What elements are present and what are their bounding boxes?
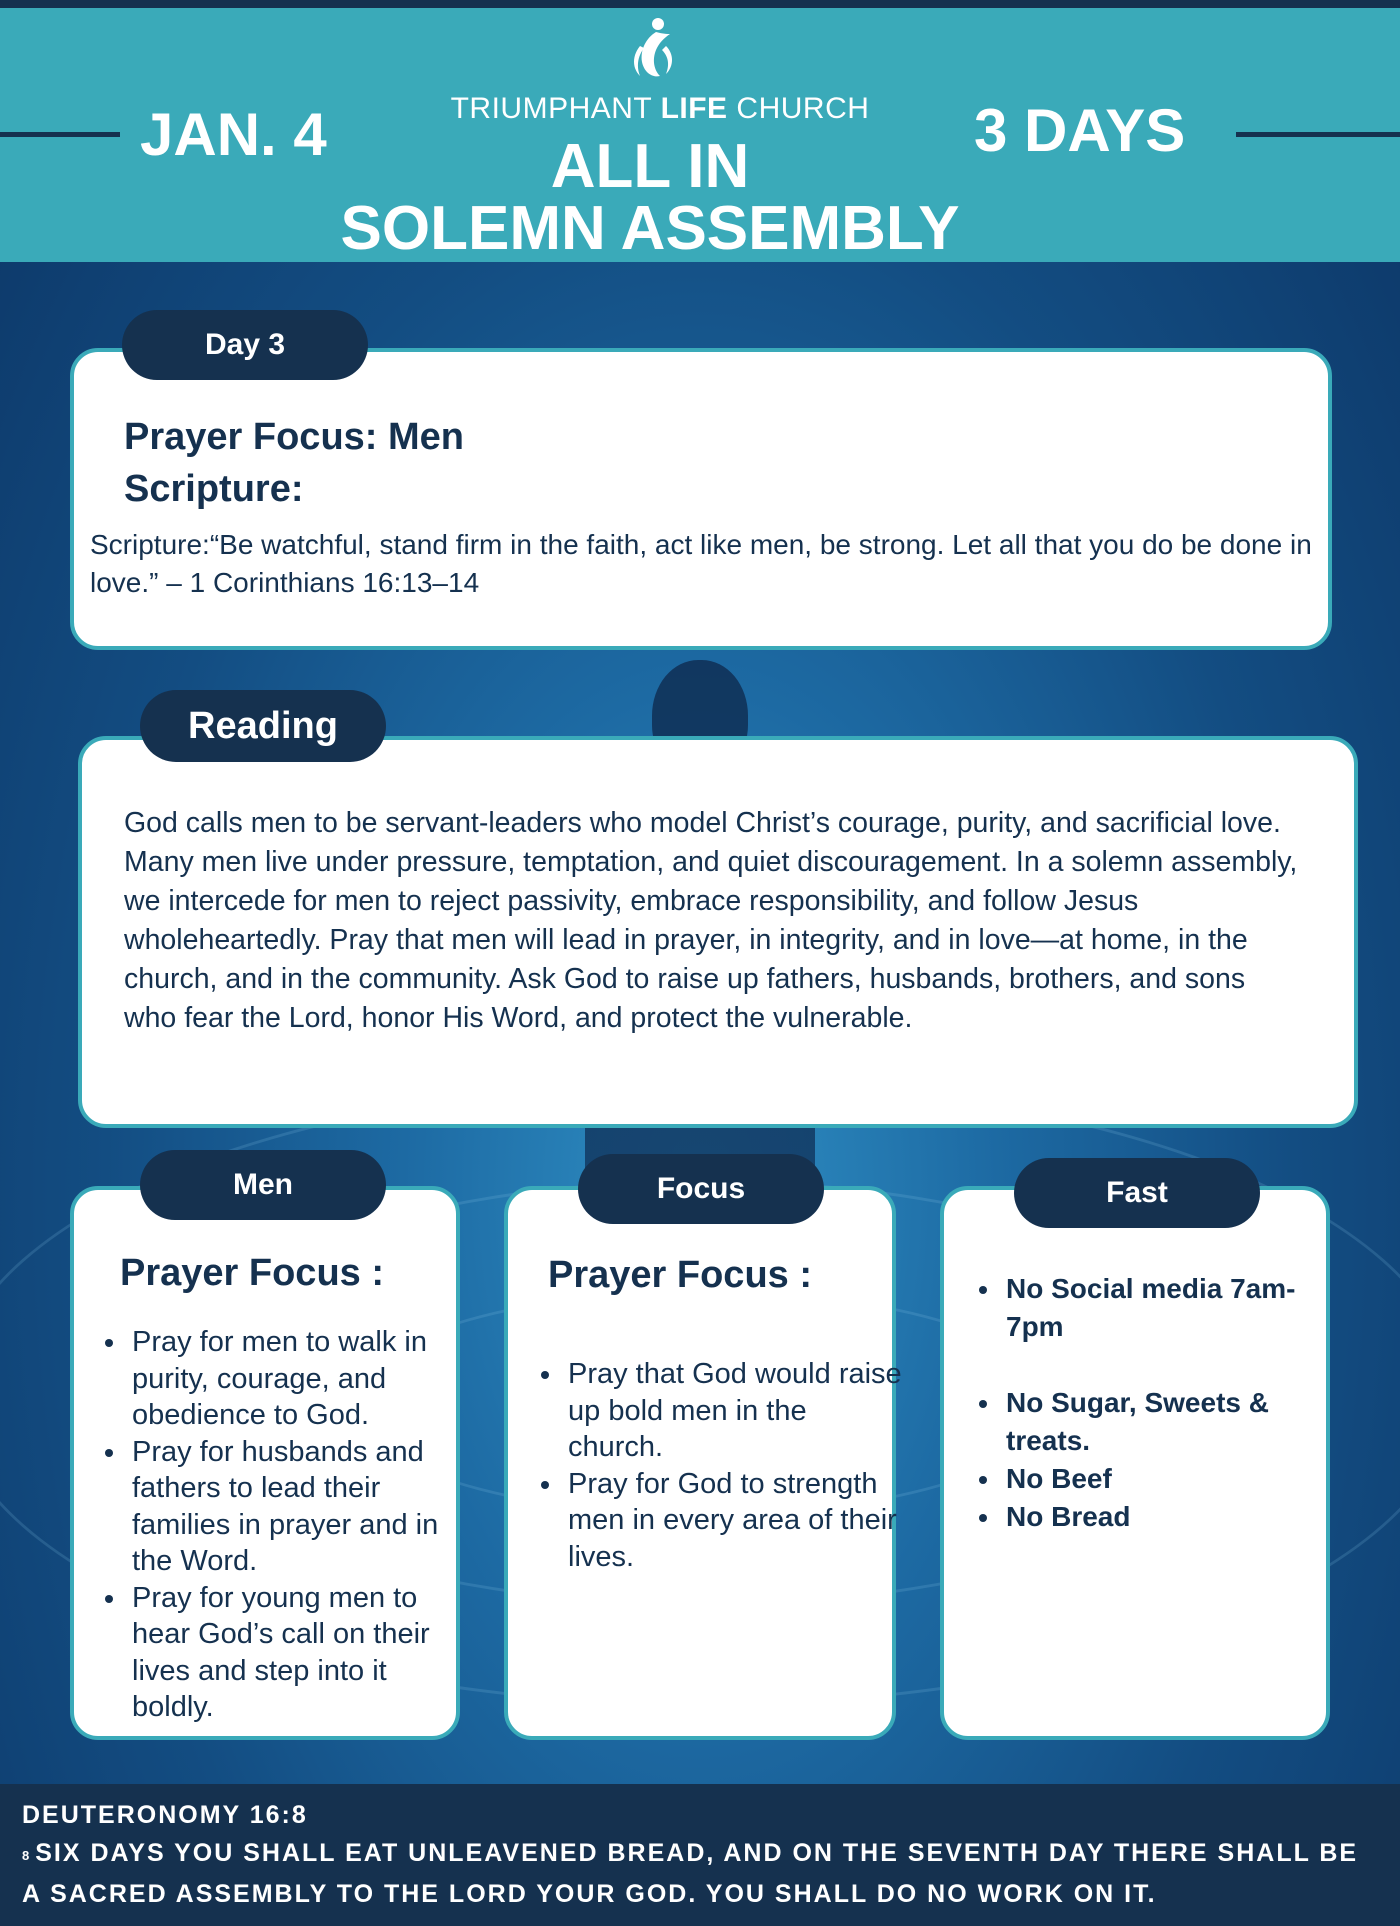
reading-card (78, 736, 1358, 1128)
list-item: • No Sugar, Sweets & treats. (1002, 1384, 1332, 1460)
focus-prayer-list (532, 1356, 904, 1575)
event-title-line2: SOLEMN ASSEMBLY (340, 194, 960, 263)
footer-verse-banner (0, 1784, 1400, 1926)
verse-text-block (22, 1834, 1378, 1913)
list-item: • Pray for God to strength men in every area of their lives. (564, 1466, 904, 1576)
list-item: • No Bread (1002, 1498, 1332, 1536)
verse-reference: DEUTERONOMY 16:8 (22, 1801, 308, 1829)
list-item: • Pray for men to walk in purity, courage, and obedience to God. (128, 1324, 458, 1434)
focus-card (504, 1186, 902, 1740)
list-item: • No Social media 7am-7pm (1002, 1270, 1332, 1346)
scripture-heading: Scripture: (124, 468, 304, 510)
verse-number: 8 (22, 1848, 32, 1863)
day-pill: Day 3 (122, 310, 368, 380)
day-scripture-card (70, 348, 1332, 650)
church-logo-icon (626, 16, 678, 82)
list-item: • No Beef (1002, 1460, 1332, 1498)
event-duration: 3 DAYS (974, 97, 1186, 164)
church-name: TRIUMPHANT LIFE CHURCH (450, 92, 870, 125)
focus-pill: Focus (578, 1154, 824, 1224)
fast-card (940, 1186, 1330, 1740)
men-prayer-list (96, 1324, 458, 1726)
prayer-focus-heading: Prayer Focus: Men (124, 416, 464, 458)
event-title-line1: ALL IN (550, 132, 750, 201)
fast-list (970, 1270, 1332, 1536)
list-item: • Pray for husbands and fathers to lead their families in prayer and in the Word. (128, 1434, 458, 1580)
list-item: • Pray for young men to hear God’s call on their lives and step into it boldly. (128, 1580, 458, 1726)
fast-pill: Fast (1014, 1158, 1260, 1228)
reading-text: God calls men to be servant-leaders who model Christ’s courage, purity, and sacrificial love. Many men live under pressure, temptation, and quiet discouragement. In a solemn assembly, we intercede for men to reject passivity, embrace responsibility, and follow Jesus wholeheartedly. Pray that men will lead in prayer, in integrity, and in love—at home, in the church, and in the community. Ask God to raise up fathers, husbands, brothers, and sons who fear the Lord, honor His Word, and protect the vulnerable. (124, 807, 1298, 1034)
focus-prayer-focus-heading: Prayer Focus : (548, 1254, 812, 1296)
event-date: JAN. 4 (140, 101, 327, 168)
verse-text: SIX DAYS YOU SHALL EAT UNLEAVENED BREAD, AND ON THE SEVENTH DAY THERE SHALL BE A SACRED ASSEMBLY TO THE LORD YOUR GOD. YOU SHALL DO NO WORK ON IT. (22, 1839, 1359, 1908)
reading-pill: Reading (140, 690, 386, 762)
header-banner (0, 0, 1400, 262)
men-prayer-focus-heading: Prayer Focus : (120, 1252, 384, 1294)
scripture-text: Scripture:“Be watchful, stand firm in the faith, act like men, be strong. Let all that you do be done in love.” – 1 Corinthians 16:13–14 (90, 529, 1312, 598)
men-pill: Men (140, 1150, 386, 1220)
list-item: • Pray that God would raise up bold men in the church. (564, 1356, 904, 1466)
men-card (70, 1186, 460, 1740)
